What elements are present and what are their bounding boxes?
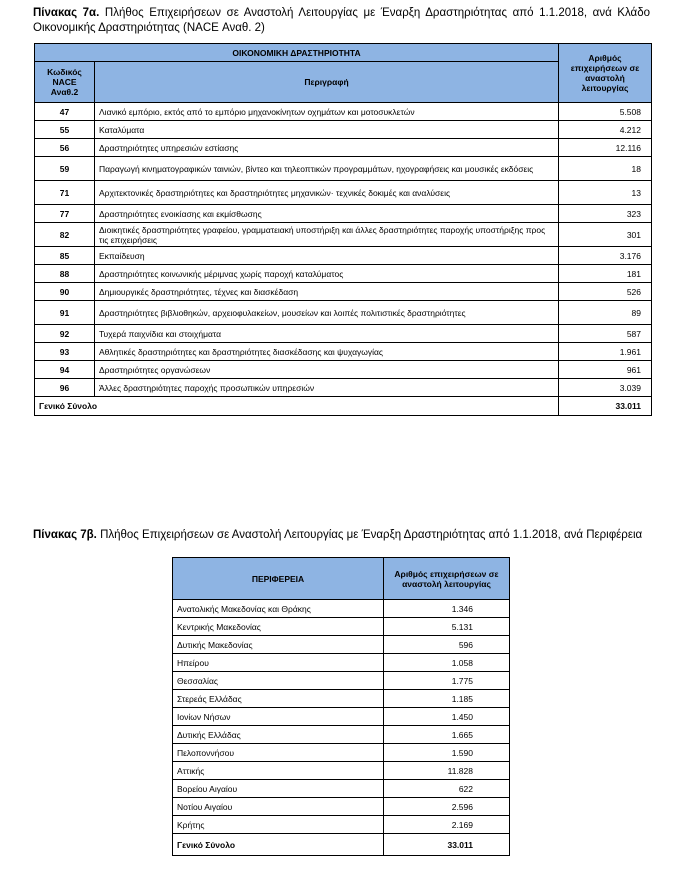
total-value: 33.011 xyxy=(384,834,510,856)
table-row xyxy=(173,744,510,762)
table-row xyxy=(35,247,652,265)
nace-code-cell: 93 xyxy=(35,343,95,361)
region-cell: Βορείου Αιγαίου xyxy=(173,780,384,798)
header-description: Περιγραφή xyxy=(95,62,559,103)
nace-code-cell: 77 xyxy=(35,205,95,223)
count-cell: 622 xyxy=(384,780,510,798)
nace-code-cell: 90 xyxy=(35,283,95,301)
table-row xyxy=(35,325,652,343)
header-economic-activity: ΟΙΚΟΝΟΜΙΚΗ ΔΡΑΣΤΗΡΙΟΤΗΤΑ xyxy=(35,44,559,62)
region-cell: Ανατολικής Μακεδονίας και Θράκης xyxy=(173,600,384,618)
table-b-body xyxy=(173,600,510,856)
table-b-caption-text: Πλήθος Επιχειρήσεων σε Αναστολή Λειτουργίας με Έναρξη Δραστηριότητας από 1.1.2018, ανά Περιφέρεια xyxy=(100,529,643,541)
count-cell: 596 xyxy=(384,636,510,654)
region-cell: Κεντρικής Μακεδονίας xyxy=(173,618,384,636)
table-row xyxy=(173,708,510,726)
table-a-caption xyxy=(33,6,650,36)
nace-code-cell: 71 xyxy=(35,181,95,205)
nace-code-cell: 59 xyxy=(35,157,95,181)
region-cell: Ιονίων Νήσων xyxy=(173,708,384,726)
count-cell: 4.212 xyxy=(559,121,652,139)
nace-code-cell: 96 xyxy=(35,379,95,397)
description-cell: Τυχερά παιχνίδια και στοιχήματα xyxy=(95,325,559,343)
region-cell: Ηπείρου xyxy=(173,654,384,672)
region-cell: Στερεάς Ελλάδας xyxy=(173,690,384,708)
count-cell: 181 xyxy=(559,265,652,283)
region-cell: Αττικής xyxy=(173,762,384,780)
table-row xyxy=(173,654,510,672)
nace-code-cell: 85 xyxy=(35,247,95,265)
count-cell: 3.176 xyxy=(559,247,652,265)
count-cell: 961 xyxy=(559,361,652,379)
count-cell: 12.116 xyxy=(559,139,652,157)
nace-code-cell: 88 xyxy=(35,265,95,283)
count-cell: 1.590 xyxy=(384,744,510,762)
table-row xyxy=(173,816,510,834)
header-count: Αριθμός επιχειρήσεων σε αναστολή λειτουργίας xyxy=(559,44,652,103)
description-cell: Λιανικό εμπόριο, εκτός από το εμπόριο μηχανοκίνητων οχημάτων και μοτοσυκλετών xyxy=(95,103,559,121)
table-b-caption-prefix: Πίνακας 7β. xyxy=(33,529,97,541)
count-cell: 5.131 xyxy=(384,618,510,636)
description-cell: Διοικητικές δραστηριότητες γραφείου, γραμματειακή υποστήριξη και άλλες δραστηριότητες παροχής υποστήριξης προς τις επιχειρήσεις xyxy=(95,223,559,247)
table-row xyxy=(35,181,652,205)
table-row xyxy=(35,379,652,397)
table-b-caption xyxy=(33,528,673,543)
count-cell: 1.961 xyxy=(559,343,652,361)
table-row xyxy=(35,139,652,157)
description-cell: Δραστηριότητες ενοικίασης και εκμίσθωσης xyxy=(95,205,559,223)
count-cell: 1.185 xyxy=(384,690,510,708)
table-row xyxy=(35,283,652,301)
table-row xyxy=(173,600,510,618)
description-cell: Αρχιτεκτονικές δραστηριότητες και δραστηριότητες μηχανικών· τεχνικές δοκιμές και αναλύσεις xyxy=(95,181,559,205)
region-cell: Κρήτης xyxy=(173,816,384,834)
count-cell: 1.346 xyxy=(384,600,510,618)
region-cell: Δυτικής Μακεδονίας xyxy=(173,636,384,654)
table-row xyxy=(35,157,652,181)
total-value: 33.011 xyxy=(559,397,652,416)
nace-code-cell: 56 xyxy=(35,139,95,157)
count-cell: 2.596 xyxy=(384,798,510,816)
count-cell: 1.665 xyxy=(384,726,510,744)
header-region: ΠΕΡΙΦΕΡΕΙΑ xyxy=(173,558,384,600)
table-row xyxy=(35,301,652,325)
total-row xyxy=(35,397,652,416)
count-cell: 2.169 xyxy=(384,816,510,834)
count-cell: 3.039 xyxy=(559,379,652,397)
description-cell: Καταλύματα xyxy=(95,121,559,139)
region-cell: Πελοποννήσου xyxy=(173,744,384,762)
count-cell: 301 xyxy=(559,223,652,247)
description-cell: Παραγωγή κινηματογραφικών ταινιών, βίντεο και τηλεοπτικών προγραμμάτων, ηχογραφήσεις και μουσικές εκδόσεις xyxy=(95,157,559,181)
table-row xyxy=(173,672,510,690)
description-cell: Δραστηριότητες βιβλιοθηκών, αρχειοφυλακείων, μουσείων και λοιπές πολιτιστικές δραστηριότητες xyxy=(95,301,559,325)
count-cell: 89 xyxy=(559,301,652,325)
table-row xyxy=(35,121,652,139)
table-row xyxy=(35,103,652,121)
table-a-caption-prefix: Πίνακας 7α. xyxy=(33,7,100,19)
table-row xyxy=(173,780,510,798)
table-row xyxy=(35,343,652,361)
description-cell: Άλλες δραστηριότητες παροχής προσωπικών υπηρεσιών xyxy=(95,379,559,397)
region-cell: Νοτίου Αιγαίου xyxy=(173,798,384,816)
description-cell: Δραστηριότητες κοινωνικής μέριμνας χωρίς παροχή καταλύματος xyxy=(95,265,559,283)
count-cell: 1.058 xyxy=(384,654,510,672)
count-cell: 13 xyxy=(559,181,652,205)
table-row xyxy=(173,798,510,816)
description-cell: Δημιουργικές δραστηριότητες, τέχνες και διασκέδαση xyxy=(95,283,559,301)
table-row xyxy=(35,361,652,379)
count-cell: 5.508 xyxy=(559,103,652,121)
nace-code-cell: 94 xyxy=(35,361,95,379)
nace-code-cell: 47 xyxy=(35,103,95,121)
table-row xyxy=(173,762,510,780)
nace-code-cell: 92 xyxy=(35,325,95,343)
table-row xyxy=(35,223,652,247)
count-cell: 526 xyxy=(559,283,652,301)
description-cell: Εκπαίδευση xyxy=(95,247,559,265)
table-row xyxy=(173,618,510,636)
total-label: Γενικό Σύνολο xyxy=(35,397,559,416)
table-row xyxy=(35,205,652,223)
description-cell: Δραστηριότητες υπηρεσιών εστίασης xyxy=(95,139,559,157)
count-cell: 323 xyxy=(559,205,652,223)
nace-code-cell: 82 xyxy=(35,223,95,247)
table-by-region xyxy=(172,557,510,856)
nace-code-cell: 55 xyxy=(35,121,95,139)
table-row xyxy=(173,726,510,744)
header-count: Αριθμός επιχειρήσεων σε αναστολή λειτουργίας xyxy=(384,558,510,600)
nace-code-cell: 91 xyxy=(35,301,95,325)
total-row xyxy=(173,834,510,856)
table-by-activity xyxy=(34,43,652,416)
description-cell: Αθλητικές δραστηριότητες και δραστηριότητες διασκέδασης και ψυχαγωγίας xyxy=(95,343,559,361)
total-label: Γενικό Σύνολο xyxy=(173,834,384,856)
count-cell: 18 xyxy=(559,157,652,181)
description-cell: Δραστηριότητες οργανώσεων xyxy=(95,361,559,379)
table-row xyxy=(173,636,510,654)
count-cell: 1.450 xyxy=(384,708,510,726)
region-cell: Δυτικής Ελλάδας xyxy=(173,726,384,744)
table-row xyxy=(35,265,652,283)
region-cell: Θεσσαλίας xyxy=(173,672,384,690)
header-nace-code: Κωδικός NACE Αναθ.2 xyxy=(35,62,95,103)
table-row xyxy=(173,690,510,708)
count-cell: 587 xyxy=(559,325,652,343)
table-a-caption-text: Πλήθος Επιχειρήσεων σε Αναστολή Λειτουργίας με Έναρξη Δραστηριότητας από 1.1.2018, ανά Κλάδο Οικονομικής Δραστηριότητας (NACE Αναθ. 2) xyxy=(33,7,650,34)
count-cell: 1.775 xyxy=(384,672,510,690)
count-cell: 11.828 xyxy=(384,762,510,780)
table-a-body xyxy=(35,103,652,416)
